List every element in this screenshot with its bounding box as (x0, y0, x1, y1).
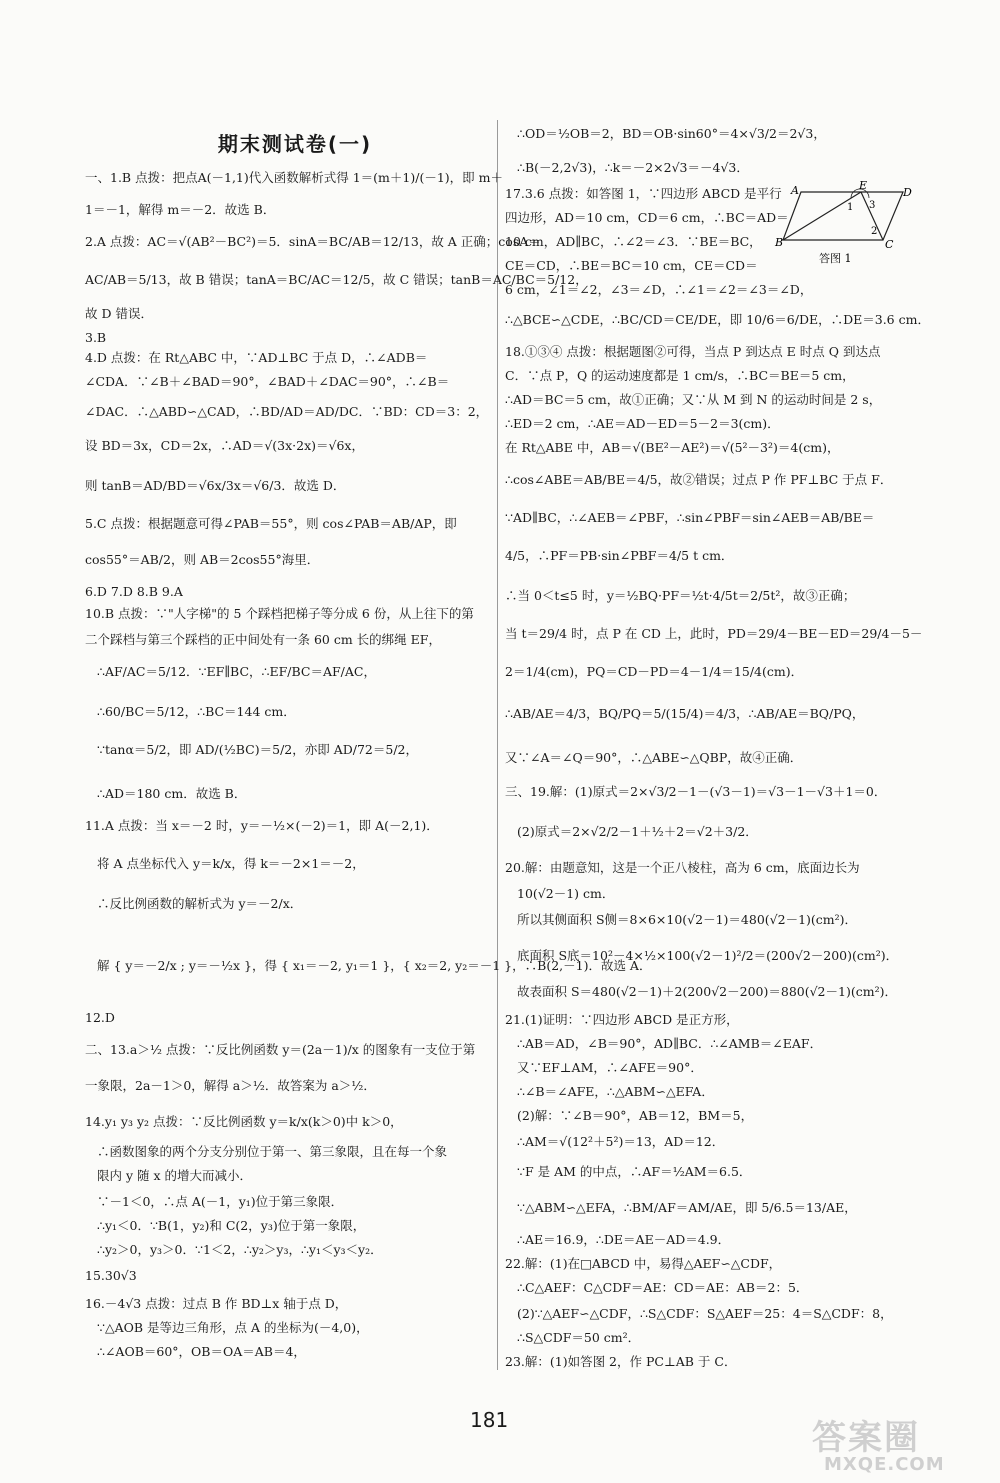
answer-line: 11.A 点拨：当 x＝－2 时，y＝－½×(－2)＝1，即 A(－2,1)． (85, 818, 439, 833)
answer-line: 18.①③④ 点拨：根据题图②可得，当点 P 到达点 E 时点 Q 到达点 (505, 344, 881, 359)
answer-line: ∴AD＝180 cm．故选 B． (97, 786, 247, 801)
answer-line: ∴cos∠ABE＝AB/BE＝4/5，故②错误；过点 P 作 PF⊥BC 于点 F． (505, 472, 893, 487)
answer-line: 二个踩档与第三个踩档的正中间处有一条 60 cm 长的绑绳 EF， (85, 632, 441, 647)
answer-line: (2)解：∵∠B＝90°，AB＝12，BM＝5， (517, 1108, 754, 1123)
answer-line: ∴S△CDF＝50 cm²． (517, 1330, 641, 1345)
answer-line: 4/5，∴PF＝PB·sin∠PBF＝4/5 t cm． (505, 548, 734, 563)
answer-line: 又∵∠A＝∠Q＝90°，∴△ABE∽△QBP，故④正确． (505, 750, 803, 765)
answer-line: 23.解：(1)如答图 2，作 PC⊥AB 于 C． (505, 1354, 737, 1369)
answer-line: 故表面积 S＝480(√2－1)＋2(200√2－200)＝880(√2－1)(cm²)． (517, 984, 897, 999)
figure-caption: 答图 1 (819, 252, 852, 265)
answer-line: 20.解：由题意知，这是一个正八棱柱，高为 6 cm，底面边长为 (505, 860, 860, 875)
answer-line: ∴C△AEF：C△CDF＝AE：CD＝AE：AB＝2：5． (517, 1280, 809, 1295)
answer-line: 15.30√3 (85, 1268, 137, 1283)
answer-line: 5.C 点拨：根据题意可得∠PAB＝55°，则 cos∠PAB＝AB/AP，即 (85, 516, 457, 531)
answer-line: (2)∵△AEF∽△CDF，∴S△CDF：S△AEF＝25：4＝S△CDF：8， (517, 1306, 893, 1321)
answer-line: ∴B(－2,2√3)，∴k＝－2×2√3＝－4√3． (517, 160, 749, 175)
column-divider (497, 120, 498, 1370)
answer-line: CE＝CD，∴BE＝BC＝10 cm，CE＝CD＝ (505, 258, 758, 273)
angle-label-3: 3 (869, 200, 876, 211)
page-number: 181 (470, 1408, 509, 1432)
answer-line: ∴函数图象的两个分支分别位于第一、第三象限，且在每一个象 (97, 1144, 448, 1159)
parallelogram-figure (775, 179, 912, 266)
answer-line: cos55°＝AB/2，则 AB＝2cos55°海里． (85, 552, 320, 567)
answer-line: 10(√2－1) cm． (517, 886, 615, 901)
answer-line: 21.(1)证明：∵四边形 ABCD 是正方形， (505, 1012, 739, 1027)
answer-line: ∵tanα＝5/2，即 AD/(½BC)＝5/2，亦即 AD/72＝5/2， (97, 742, 418, 757)
answer-line: 2＝1/4(cm)，PQ＝CD－PD＝4－1/4＝15/4(cm)． (505, 664, 804, 679)
answer-line: 当 t＝29/4 时，点 P 在 CD 上，此时，PD＝29/4－BE－ED＝29/4－5－ (505, 626, 923, 641)
answer-line: 将 A 点坐标代入 y＝k/x，得 k＝－2×1＝－2， (97, 856, 365, 871)
watermark-logo (812, 1410, 977, 1480)
answer-line: ∴△BCE∽△CDE，∴BC/CD＝CE/DE，即 10/6＝6/DE，∴DE＝3.6 cm． (505, 312, 930, 327)
answer-line: ∴AB/AE＝4/3，BQ/PQ＝5/(15/4)＝4/3，∴AB/AE＝BQ/PQ， (505, 706, 865, 721)
label-c: C (885, 238, 894, 251)
answer-line: 17.3.6 点拨：如答图 1，∵四边形 ABCD 是平行 (505, 186, 782, 201)
answer-line: 所以其侧面积 S侧＝8×6×10(√2－1)＝480(√2－1)(cm²)． (517, 912, 858, 927)
answer-line: 4.D 点拨：在 Rt△ABC 中，∵AD⊥BC 于点 D，∴∠ADB＝ (85, 350, 428, 365)
answer-line: 22.解：(1)在□ABCD 中，易得△AEF∽△CDF， (505, 1256, 782, 1271)
answer-line: ∵△ABM∽△EFA，∴BM/AF＝AM/AE，即 5/6.5＝13/AE， (517, 1200, 857, 1215)
answer-line: ∴∠AOB＝60°，OB＝OA＝AB＝4， (97, 1344, 306, 1359)
answer-line: ∴AF/AC＝5/12．∵EF∥BC，∴EF/BC＝AF/AC， (97, 664, 376, 679)
page-title: 期末测试卷(一) (217, 132, 373, 156)
watermark-text: 答案圈 (812, 1418, 920, 1458)
answer-line: 解 { y＝－2/x ; y＝－½x }，得 { x₁＝－2, y₁＝1 }，{ x₂＝2, y₂＝－1 }，∴B(2,－1)．故选 A． (97, 958, 652, 973)
answer-line: (2)原式＝2×√2/2－1＋½＋2＝√2＋3/2． (517, 824, 758, 839)
answer-line: 6.D 7.D 8.B 9.A (85, 584, 183, 599)
answer-line: 一、1.B 点拨：把点A(－1,1)代入函数解析式得 1＝(m＋1)/(－1)，即 m＋ (85, 170, 503, 185)
label-d: D (903, 186, 912, 199)
answer-line: 1＝－1，解得 m＝－2．故选 B． (85, 202, 276, 217)
answer-line: ∴AB＝AD，∠B＝90°，AD∥BC．∴∠AMB＝∠EAF． (517, 1036, 823, 1051)
answer-line: ∴OD＝½OB＝2，BD＝OB·sin60°＝4×√3/2＝2√3， (517, 126, 826, 141)
answer-line: ∴AD＝BC＝5 cm，故①正确；又∵从 M 到 N 的运动时间是 2 s， (505, 392, 882, 407)
answer-line: ∵△AOB 是等边三角形，点 A 的坐标为(－4,0)， (97, 1320, 369, 1335)
answer-line: ∠DAC．∴△ABD∽△CAD，∴BD/AD＝AD/DC．∵BD：CD＝3：2， (85, 404, 489, 419)
answer-line: 限内 y 随 x 的增大而减小． (97, 1168, 253, 1183)
answer-line: 16.－4√3 点拨：过点 B 作 BD⊥x 轴于点 D， (85, 1296, 348, 1311)
answer-line: 3.B (85, 330, 107, 345)
answer-line: AC/AB＝5/13，故 B 错误；tanA＝BC/AC＝12/5，故 C 错误；tanB＝AC/BC＝5/12， (85, 272, 588, 287)
label-a: A (791, 184, 799, 197)
answer-line: ∵－1＜0，∴点 A(－1，y₁)位于第三象限． (97, 1194, 344, 1209)
answer-line: ∴ED＝2 cm，∴AE＝AD－ED＝5－2＝3(cm)． (505, 416, 780, 431)
answer-line: 一象限，2a－1＞0，解得 a＞½．故答案为 a＞½． (85, 1078, 376, 1093)
answer-line: ∴AM＝√(12²＋5²)＝13，AD＝12． (517, 1134, 725, 1149)
answer-line: 2.A 点拨：AC＝√(AB²－BC²)＝5．sinA＝BC/AB＝12/13，故 A 正确；cosA＝ (85, 234, 541, 249)
angle-label-2: 2 (871, 226, 878, 237)
answer-line: 二、13.a＞½ 点拨：∵反比例函数 y＝(2a－1)/x 的图象有一支位于第 (85, 1042, 476, 1057)
answer-line: 故 D 错误． (85, 306, 153, 321)
label-b: B (775, 236, 784, 249)
answer-line: ∴y₁＜0．∵B(1，y₂)和 C(2，y₃)位于第一象限， (97, 1218, 366, 1233)
answer-line: ∴∠B＝∠AFE，∴△ABM∽△EFA． (517, 1084, 714, 1099)
answer-line: 又∵EF⊥AM，∴∠AFE＝90°． (517, 1060, 703, 1075)
answer-line: 底面积 S底＝10²－4×½×100(√2－1)²/2＝(200√2－200)(cm²)． (517, 948, 899, 963)
answer-line: ∴y₂＞0，y₃＞0．∵1＜2，∴y₂＞y₃，∴y₁＜y₃＜y₂． (97, 1242, 383, 1257)
answer-line: 在 Rt△ABE 中，AB＝√(BE²－AE²)＝√(5²－3²)＝4(cm)， (505, 440, 840, 455)
answer-line: 10.B 点拨：∵"人字梯"的 5 个踩档把梯子等分成 6 份，从上往下的第 (85, 606, 474, 621)
answer-line: ∴AE＝16.9，∴DE＝AE－AD＝4.9． (517, 1232, 731, 1247)
answer-line: 14.y₁ y₃ y₂ 点拨：∵反比例函数 y＝k/x(k＞0)中 k＞0， (85, 1114, 403, 1129)
angle-label-1: 1 (847, 202, 854, 213)
answer-line: C．∵点 P，Q 的运动速度都是 1 cm/s，∴BC＝BE＝5 cm， (505, 368, 855, 383)
answer-line: ∴当 0＜t≤5 时，y＝½BQ·PF＝½t·4/5t＝2/5t²，故③正确； (505, 588, 856, 603)
answer-line: 12.D (85, 1010, 115, 1025)
answer-line: ∴60/BC＝5/12，∴BC＝144 cm． (97, 704, 296, 719)
answer-line: ∴反比例函数的解析式为 y＝－2/x． (97, 896, 303, 911)
label-e: E (859, 179, 868, 192)
watermark-url: MXQE.COM (824, 1454, 945, 1475)
answer-line: 三、19.解：(1)原式＝2×√3/2－1－(√3－1)＝√3－1－√3＋1＝0． (505, 784, 887, 799)
answer-line: ∵AD∥BC，∴∠AEB＝∠PBF，∴sin∠PBF＝sin∠AEB＝AB/BE＝ (505, 510, 875, 525)
answer-line: ∵F 是 AM 的中点，∴AF＝½AM＝6.5． (517, 1164, 752, 1179)
answer-line: ∠CDA．∵∠B＋∠BAD＝90°，∠BAD＋∠DAC＝90°，∴∠B＝ (85, 374, 450, 389)
answer-line: 6 cm，∠1＝∠2，∠3＝∠D，∴∠1＝∠2＝∠3＝∠D， (505, 282, 813, 297)
answer-line: 设 BD＝3x，CD＝2x，∴AD＝√(3x·2x)＝√6x， (85, 438, 364, 453)
answer-line: 10 cm，AD∥BC，∴∠2＝∠3．∵BE＝BC， (505, 234, 762, 249)
answer-line: 则 tanB＝AD/BD＝√6x/3x＝√6/3．故选 D． (85, 478, 346, 493)
answer-line: 四边形，AD＝10 cm，CD＝6 cm，∴BC＝AD＝ (505, 210, 789, 225)
